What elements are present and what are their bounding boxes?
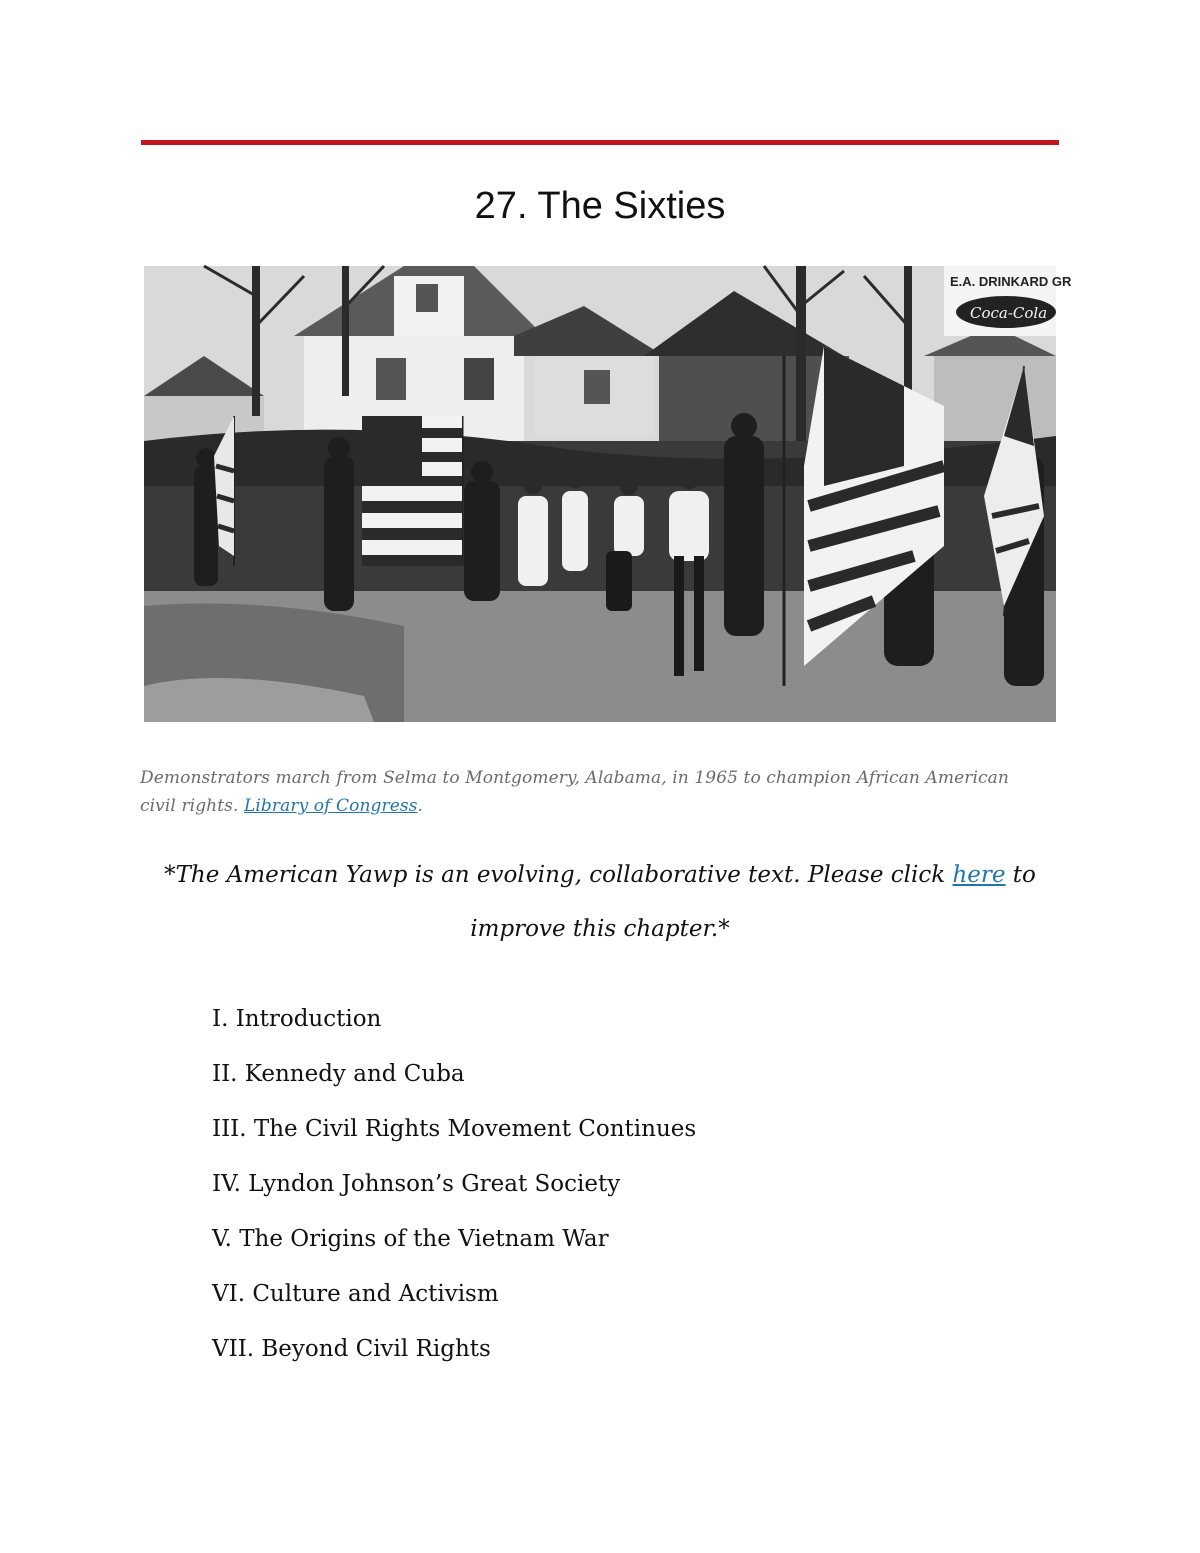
store-sign-text: E.A. DRINKARD GR — [950, 274, 1072, 289]
library-of-congress-link[interactable]: Library of Congress — [244, 796, 418, 816]
toc-item-beyond-civil-rights: VII. Beyond Civil Rights — [212, 1336, 491, 1362]
chapter-title: 27. The Sixties — [474, 185, 726, 227]
notice-text-before: *The American Yawp is an evolving, collaborative text. Please click — [164, 862, 953, 888]
header-rule — [141, 140, 1059, 145]
caption-text: Demonstrators march from Selma to Montgomery, Alabama, in 1965 to champion African American civil rights. — [140, 768, 1009, 816]
notice-text-after: to improve this chapter.* — [470, 862, 1036, 942]
photo-caption — [140, 764, 1020, 820]
selma-march-photo — [144, 266, 1072, 722]
coca-cola-logo-text: Coca-Cola — [970, 304, 1048, 322]
toc-item-kennedy-and-cuba: II. Kennedy and Cuba — [212, 1061, 465, 1087]
collaboration-notice — [120, 848, 1080, 956]
table-of-contents — [212, 1000, 696, 1385]
toc-item-introduction: I. Introduction — [212, 1006, 382, 1032]
toc-item-culture-and-activism: VI. Culture and Activism — [212, 1281, 499, 1307]
toc-item-civil-rights-movement: III. The Civil Rights Movement Continues — [212, 1116, 697, 1142]
toc-item-great-society: IV. Lyndon Johnson’s Great Society — [212, 1171, 621, 1197]
toc-item-vietnam-war-origins: V. The Origins of the Vietnam War — [212, 1226, 609, 1252]
improve-chapter-link[interactable]: here — [952, 862, 1006, 888]
caption-trailing-period: . — [417, 796, 424, 816]
